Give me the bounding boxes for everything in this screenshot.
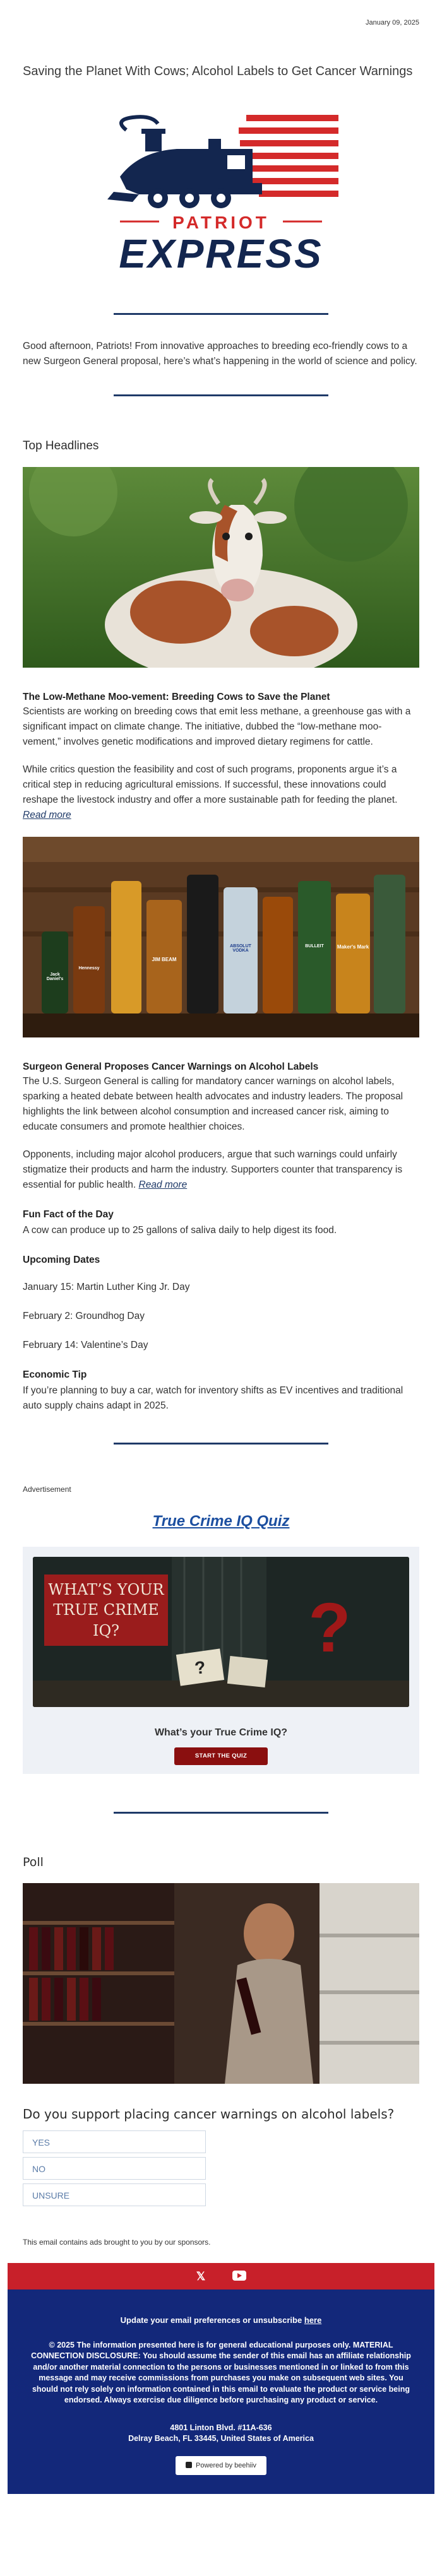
poll-image xyxy=(23,1883,419,2084)
article-1-paragraph-2: While critics question the feasibility and cost of such programs, proponents argue it’s a critical step in reducing agricultural emissions. If successful, these innovations could reshape the livestock industry and offer a more sustainable path for feeding the planet. xyxy=(23,764,398,805)
banner-text: WHAT’S YOUR TRUE CRIME IQ? xyxy=(44,1575,168,1646)
article-1-read-more-link[interactable]: Read more xyxy=(23,809,71,820)
upcoming-date-item: February 2: Groundhog Day xyxy=(23,1310,145,1321)
youtube-icon[interactable] xyxy=(232,2271,246,2281)
article-2-title: Surgeon General Proposes Cancer Warnings on Alcohol Labels xyxy=(23,1061,319,1072)
footer-disclosure: © 2025 The information presented here is for general educational purposes only. MATERIAL CONNECTION DISCLOSURE: You should assume the sender of this email has an affiliate relationship and/or another material connection to the persons or businesses mentioned in or linked to from this message and may receive commissions from purchases you make on subsequent web sites. You should not rely solely on information contained in this email to evaluate the product or service being endorsed. Always exercise due diligence before purchasing any product or service. xyxy=(31,2340,411,2405)
cow-image xyxy=(23,467,419,668)
logo-subtitle: EXPRESS xyxy=(119,231,323,276)
bottle-label: Hennessy xyxy=(78,966,100,971)
poll-title: Poll xyxy=(23,1855,44,1869)
intro-text: Good afternoon, Patriots! From innovative approaches to breeding eco-friendly cows to a new Surgeon General proposal, here’s what’s happening in the world of science and policy. xyxy=(23,341,417,367)
svg-text:?: ? xyxy=(193,1657,207,1678)
upcoming-date-item: January 15: Martin Luther King Jr. Day xyxy=(23,1281,190,1292)
poll-option-unsure[interactable]: UNSURE xyxy=(23,2183,206,2206)
ad-card[interactable] xyxy=(23,1547,419,1774)
bottle-label: Maker's Mark xyxy=(337,943,369,950)
patriot-express-logo xyxy=(101,114,341,284)
powered-by-beehiiv-badge[interactable] xyxy=(176,2456,266,2475)
poll-option-no[interactable]: NO xyxy=(23,2157,206,2180)
footer-address-line-1: 4801 Linton Blvd. #11A-636 xyxy=(170,2423,272,2432)
alcohol-bottles-image xyxy=(23,837,419,1037)
update-preferences-text: Update your email preferences or unsubscribe xyxy=(120,2315,302,2325)
email-subject: Saving the Planet With Cows; Alcohol Labels to Get Cancer Warnings xyxy=(23,64,413,78)
top-headlines-title: Top Headlines xyxy=(23,439,99,453)
economic-tip-title: Economic Tip xyxy=(23,1369,87,1380)
upcoming-dates-title: Upcoming Dates xyxy=(23,1254,100,1265)
article-2-paragraph-2: Opponents, including major alcohol producers, argue that such warnings could unfairly stigmatize their products and harm the industry. Supporters counter that transparency is essential for public health. xyxy=(23,1149,403,1190)
upcoming-date-item: February 14: Valentine’s Day xyxy=(23,1339,148,1350)
unsubscribe-link[interactable]: here xyxy=(304,2315,322,2325)
logo-title: PATRIOT xyxy=(172,213,270,232)
bottle-label: BULLEIT xyxy=(305,943,324,948)
article-1-title: The Low-Methane Moo-vement: Breeding Cows to Save the Planet xyxy=(23,692,330,703)
article-2-read-more-link[interactable]: Read more xyxy=(138,1179,188,1190)
ad-title-link[interactable]: True Crime IQ Quiz xyxy=(152,1512,290,1530)
powered-by-text: Powered by beehiiv xyxy=(195,2461,256,2469)
footer-social-bar xyxy=(8,2263,434,2289)
ad-question: What’s your True Crime IQ? xyxy=(154,1727,288,1738)
x-twitter-icon[interactable]: 𝕏 xyxy=(196,2269,206,2283)
wine-shelves-decoration xyxy=(23,1883,174,2084)
economic-tip-text: If you’re planning to buy a car, watch for inventory shifts as EV incentives and traditional auto supply chains adapt in 2025. xyxy=(23,1385,403,1411)
svg-text:?: ? xyxy=(308,1588,351,1667)
fun-fact-text: A cow can produce up to 25 gallons of saliva daily to help digest its food. xyxy=(23,1224,337,1236)
footer-address-line-2: Delray Beach, FL 33445, United States of America xyxy=(128,2434,314,2443)
bottle-label: Jack Daniel's xyxy=(46,972,64,981)
article-1-paragraph-1: Scientists are working on breeding cows that emit less methane, a greenhouse gas with a significant impact on climate change. The initiative, dubbed the “low-methane moo-vement,” involves genetic modifications and improved dietary regimens for cattle. xyxy=(23,706,411,747)
sponsors-note: This email contains ads brought to you by our sponsors. xyxy=(23,2237,211,2247)
bottle-label: JIM BEAM xyxy=(152,956,177,962)
fun-fact-title: Fun Fact of the Day xyxy=(23,1208,114,1220)
advertisement-label: Advertisement xyxy=(23,1484,71,1494)
email-date: January 09, 2025 xyxy=(365,19,419,27)
beehiiv-icon xyxy=(186,2462,192,2468)
poll-question: Do you support placing cancer warnings on alcohol labels? xyxy=(23,2106,395,2122)
footer xyxy=(8,2289,434,2494)
poll-option-yes[interactable]: YES xyxy=(23,2130,206,2153)
true-crime-banner[interactable] xyxy=(33,1557,409,1707)
bottle-label: ABSOLUT VODKA xyxy=(230,943,251,953)
article-2-paragraph-1: The U.S. Surgeon General is calling for mandatory cancer warnings on alcohol labels, sparking a heated debate between health advocates and industry leaders. The proposal highlights the link between alcohol consumption and increased cancer risk, aiming to educate consumers and promote healthier choices. xyxy=(23,1075,403,1132)
start-quiz-button[interactable]: START THE QUIZ xyxy=(174,1747,268,1765)
